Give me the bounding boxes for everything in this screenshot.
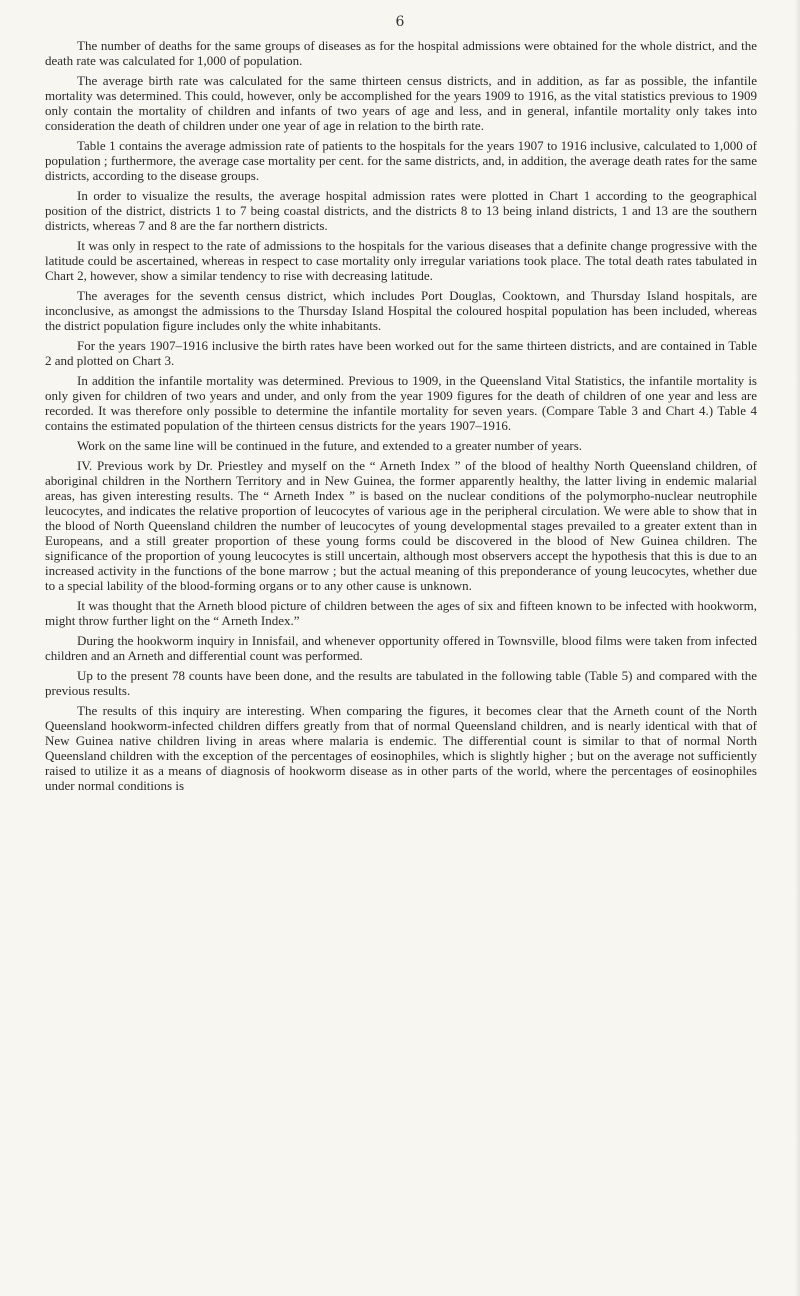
paragraph: It was only in respect to the rate of admissions to the hospitals for the various diseases that a definite change progressive with the latitude could be ascertained, whereas in respect to case mortality only irregular variations took place. The total death rates tabulated in Chart 2, however, show a similar tendency to rise with decreasing latitude. [45,238,757,283]
paragraph: Up to the present 78 counts have been done, and the results are tabulated in the following table (Table 5) and compared with the previous results. [45,668,757,698]
paragraph: In addition the infantile mortality was determined. Previous to 1909, in the Queensland Vital Statistics, the infantile mortality is only given for children of two years and under, and only from the year 1909 figures for the death of children of one year and less are recorded. It was therefore only possible to determine the infantile mortality for seven years. (Compare Table 3 and Chart 4.) Table 4 contains the estimated population of the thirteen census districts for the years 1907–1916. [45,373,757,433]
section-paragraph: IV. Previous work by Dr. Priestley and myself on the “ Arneth Index ” of the blood of healthy North Queensland children, of aboriginal children in the Northern Territory and in New Guinea, the former apparently healthy, the latter living in endemic malarial areas, has given interesting results. The “ Arneth Index ” is based on the nuclear conditions of the polymorpho-nuclear neutrophile leucocytes, and indicates the relative proportion of leucocytes of various age in the peripheral circulation. We were able to show that in the blood of North Queensland children the number of leucocytes of young developmental stages prevailed to a greater extent than in Europeans, and a still greater proportion of these young forms could be discovered in the blood of New Guinea children. The significance of the proportion of young leucocytes is still uncertain, although most observers accept the hypothesis that this is due to an increased activity in the functions of the bone marrow ; but the actual meaning of this preponderance of young leucocytes, whether due to a special lability of the blood-forming organs or to any other cause is unknown. [45,458,757,593]
paragraph: The averages for the seventh census district, which includes Port Douglas, Cooktown, and Thursday Island hospitals, are inconclusive, as amongst the admissions to the Thursday Island Hospital the coloured hospital population has been included, whereas the district population figure includes only the white inhabitants. [45,288,757,333]
paragraph: Work on the same line will be continued in the future, and extended to a greater number of years. [77,438,583,453]
paragraph: The number of deaths for the same groups of diseases as for the hospital admissions were obtained for the whole district, and the death rate was calculated for 1,000 of population. [45,38,757,68]
paragraph: The results of this inquiry are interesting. When comparing the figures, it becomes clear that the Arneth count of the North Queensland hookworm-infected children differs greatly from that of normal Queensland children, and is nearly identical with that of New Guinea native children living in areas where malaria is endemic. The differential count is similar to that of normal North Queensland children with the exception of the percentages of eosinophiles, which is slightly higher ; but on the average not sufficiently raised to utilize it as a means of diagnosis of hookworm disease as in other parts of the world, where the percentages of eosinophiles under normal conditions is [45,703,757,793]
paragraph: The average birth rate was calculated for the same thirteen census districts, and in addition, as far as possible, the infantile mortality was determined. This could, however, only be accomplished for the years 1909 to 1916, as the vital statistics previous to 1909 only contain the mortality of children and infants of two years of age and less, and in general, infantile mortality only takes into consideration the death of children under one year of age in relation to the birth rate. [45,73,757,133]
page-number: 6 [395,14,405,30]
paragraph: During the hookworm inquiry in Innisfail, and whenever opportunity offered in Townsville, blood films were taken from infected children and an Arneth and differential count was performed. [45,633,757,663]
paragraph: In order to visualize the results, the average hospital admission rates were plotted in Chart 1 according to the geographical position of the district, districts 1 to 7 being coastal districts, and the districts 8 to 13 being inland districts, 1 and 13 are the southern districts, whereas 7 and 8 are the far northern districts. [45,188,757,233]
body-text [45,38,757,798]
page-edge-shadow [795,0,800,1296]
paragraph: For the years 1907–1916 inclusive the birth rates have been worked out for the same thirteen districts, and are contained in Table 2 and plotted on Chart 3. [45,338,757,368]
paragraph: Table 1 contains the average admission rate of patients to the hospitals for the years 1907 to 1916 inclusive, calculated to 1,000 of population ; furthermore, the average case mortality per cent. for the same districts, and, in addition, the average death rates for the same districts, according to the disease groups. [45,138,757,183]
paragraph: It was thought that the Arneth blood picture of children between the ages of six and fifteen known to be infected with hookworm, might throw further light on the “ Arneth Index.” [45,598,757,628]
